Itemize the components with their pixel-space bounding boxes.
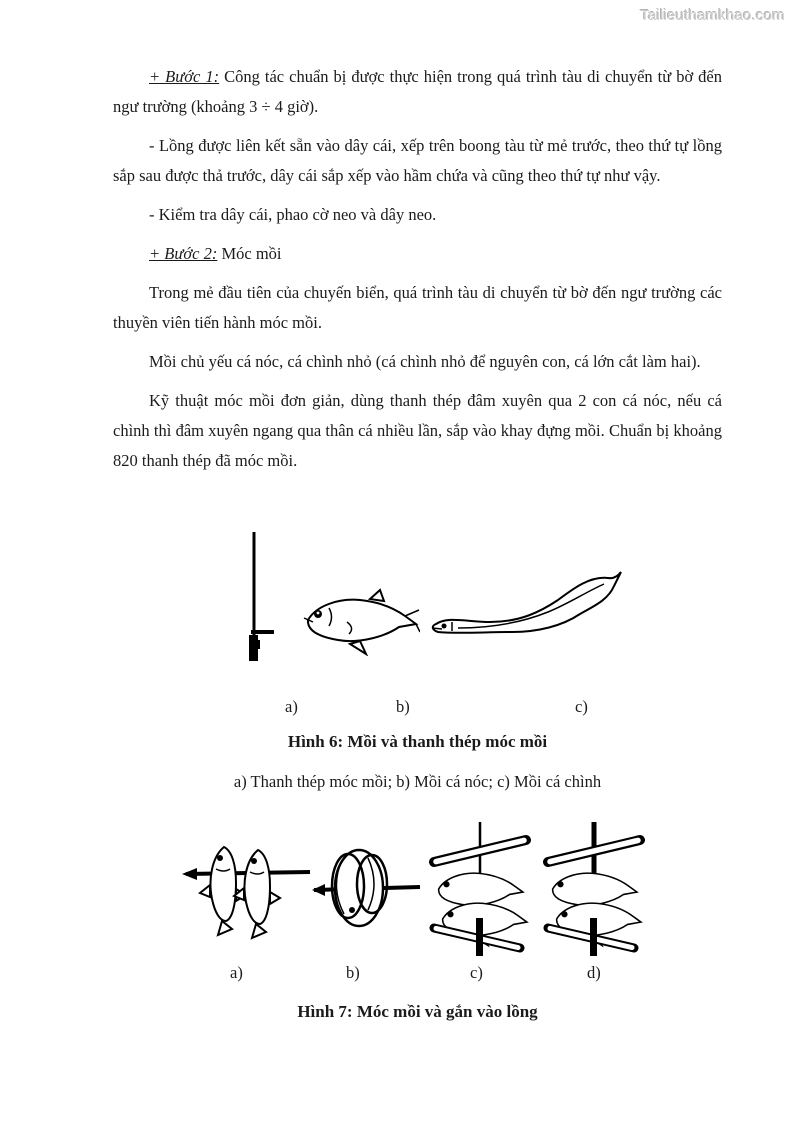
steel-rod-drawing — [226, 528, 284, 666]
paragraph-bait-types — [113, 347, 722, 377]
figure7-caption: Hình 7: Móc mồi và gắn vào lồng — [297, 1002, 538, 1021]
puffer-fish-icon — [302, 588, 420, 656]
step2-label: + Bước 2: — [149, 244, 218, 263]
baited-skewer-on-frame-icon — [426, 822, 534, 960]
baited-skewer-on-frame-drawing — [426, 822, 534, 960]
figure7-label-b: b) — [346, 963, 360, 982]
watermark-text: Tailieuthamkhao.com — [640, 7, 785, 24]
figure6-caption: Hình 6: Mồi và thanh thép móc mồi — [287, 732, 548, 751]
two-puffers-on-skewer-icon — [182, 843, 312, 941]
step1-label: + Bước 1: — [149, 67, 220, 86]
coiled-eel-on-skewer-drawing — [312, 838, 422, 938]
figure7-label-d: d) — [587, 963, 601, 982]
paragraph-technique — [113, 386, 722, 476]
paragraph-text: - Kiểm tra dây cái, phao cờ neo và dây neo. — [149, 205, 437, 224]
paragraph-step2 — [113, 239, 722, 269]
two-puffers-on-skewer-drawing — [182, 843, 312, 941]
paragraph-check — [113, 200, 722, 230]
baited-skewer-fixed-drawing — [540, 822, 648, 960]
figure7-label-c: c) — [470, 963, 483, 982]
baited-skewer-fixed-icon — [540, 822, 648, 960]
figure6-label-c: c) — [575, 697, 588, 716]
paragraph-cages — [113, 131, 722, 191]
coiled-eel-on-skewer-icon — [312, 838, 422, 938]
eel-icon — [428, 566, 623, 644]
paragraph-text: Trong mẻ đầu tiên của chuyến biển, quá trình tàu di chuyển từ bờ đến ngư trường các thuyền viên tiến hành móc mồi. — [113, 283, 722, 332]
figure7-label-a: a) — [230, 963, 243, 982]
paragraph-text: Mồi chủ yếu cá nóc, cá chình nhỏ (cá chình nhỏ để nguyên con, cá lớn cắt làm hai). — [149, 352, 701, 371]
puffer-fish-drawing — [302, 588, 420, 656]
paragraph-first-haul — [113, 278, 722, 338]
figure6-label-b: b) — [396, 697, 410, 716]
paragraph-step1 — [113, 62, 722, 122]
paragraph-text: Kỹ thuật móc mồi đơn giản, dùng thanh thép đâm xuyên qua 2 con cá nóc, nếu cá chình thì đâm xuyên ngang qua thân cá nhiều lần, sắp vào khay đựng mồi. Chuẩn bị khoảng 820 thanh thép đã móc mồi. — [113, 391, 722, 470]
paragraph-text: - Lồng được liên kết sẵn vào dây cái, xếp trên boong tàu từ mẻ trước, theo thứ tự lồng sắp sau được thả trước, dây cái sắp xếp vào hầm chứa và cũng theo thứ tự như vậy. — [113, 136, 722, 185]
text-block — [113, 62, 722, 485]
eel-drawing — [428, 566, 623, 644]
paragraph-text: Móc mồi — [217, 244, 282, 263]
figure6-subcaption: a) Thanh thép móc mồi; b) Mồi cá nóc; c) Mồi cá chình — [233, 772, 602, 791]
steel-rod-icon — [226, 528, 284, 666]
figure6-label-a: a) — [285, 697, 298, 716]
paragraph-text: Công tác chuẩn bị được thực hiện trong quá trình tàu di chuyển từ bờ đến ngư trường (khoảng 3 ÷ 4 giờ). — [113, 67, 722, 116]
